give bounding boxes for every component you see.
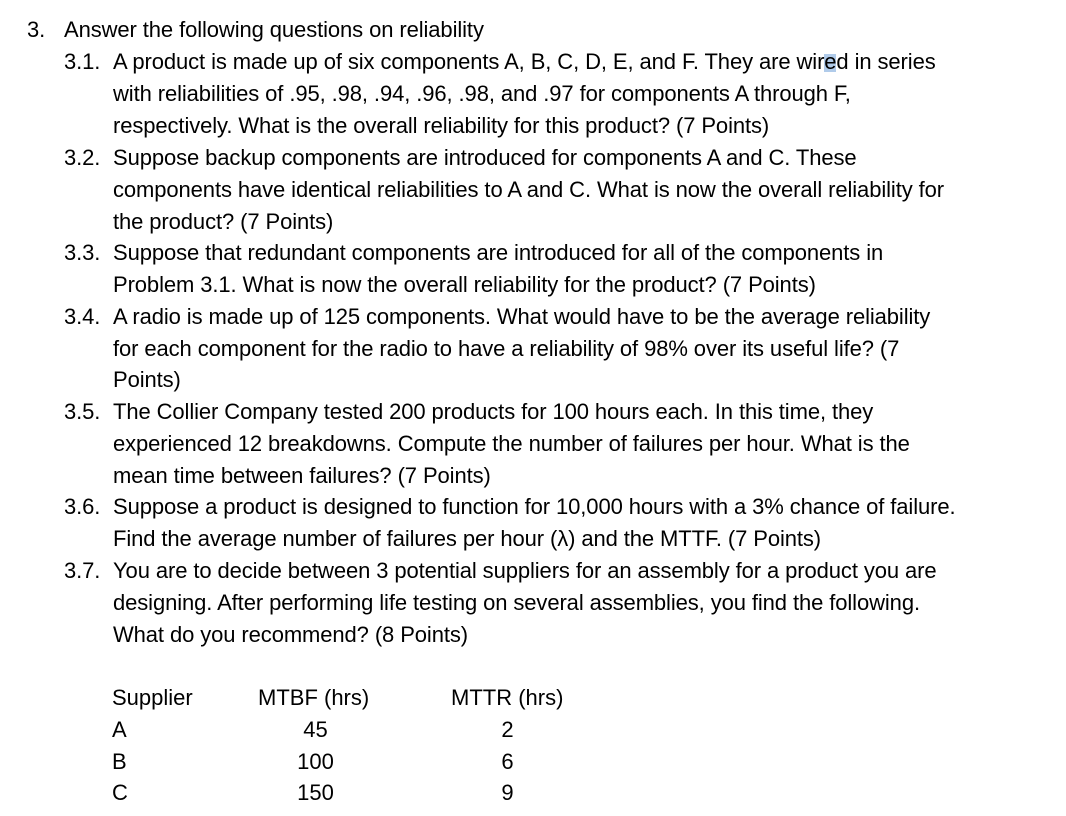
question-3-5-line-3: mean time between failures? (7 Points) bbox=[113, 463, 491, 488]
question-3-1-line-3: respectively. What is the overall reliability for this product? (7 Points) bbox=[113, 113, 770, 138]
question-3-5-line-2: experienced 12 breakdowns. Compute the number of failures per hour. What is the bbox=[113, 431, 910, 456]
table-cell-mttr: 2 bbox=[501, 717, 514, 742]
table-header-supplier: Supplier bbox=[112, 685, 193, 710]
section-title: Answer the following questions on reliability bbox=[64, 17, 484, 42]
question-3-2-line-3: the product? (7 Points) bbox=[113, 209, 334, 234]
question-3-5-line-1: The Collier Company tested 200 products for 100 hours each. In this time, they bbox=[113, 399, 874, 424]
question-number-3-2: 3.2. bbox=[64, 145, 101, 170]
question-3-7-line-2: designing. After performing life testing on several assemblies, you find the following. bbox=[113, 590, 920, 615]
question-number-3-7: 3.7. bbox=[64, 558, 101, 583]
question-3-4-line-3: Points) bbox=[113, 367, 181, 392]
question-3-1-line-2: with reliabilities of .95, .98, .94, .96, .98, and .97 for components A through F, bbox=[113, 81, 851, 106]
section-number: 3. bbox=[27, 17, 46, 42]
question-3-6-line-1: Suppose a product is designed to function for 10,000 hours with a 3% chance of failure. bbox=[113, 494, 956, 519]
table-cell-supplier: C bbox=[112, 780, 128, 805]
table-header-mttr: MTTR (hrs) bbox=[451, 685, 564, 710]
question-number-3-1: 3.1. bbox=[64, 49, 101, 74]
question-number-3-3: 3.3. bbox=[64, 240, 101, 265]
table-cell-mtbf: 150 bbox=[297, 780, 334, 805]
question-3-6-line-2: Find the average number of failures per hour (λ) and the MTTF. (7 Points) bbox=[113, 526, 822, 551]
question-3-3-line-2: Problem 3.1. What is now the overall reliability for the product? (7 Points) bbox=[113, 272, 816, 297]
table-cell-mttr: 6 bbox=[501, 749, 514, 774]
question-number-3-5: 3.5. bbox=[64, 399, 101, 424]
question-3-4-line-1: A radio is made up of 125 components. What would have to be the average reliability bbox=[113, 304, 931, 329]
question-3-1-line-1: A product is made up of six components A, B, C, D, E, and F. They are wired in series bbox=[113, 49, 936, 74]
question-3-4-line-2: for each component for the radio to have a reliability of 98% over its useful life? (7 bbox=[113, 336, 900, 361]
question-3-2-line-1: Suppose backup components are introduced for components A and C. These bbox=[113, 145, 857, 170]
question-3-3-line-1: Suppose that redundant components are introduced for all of the components in bbox=[113, 240, 884, 265]
question-number-3-4: 3.4. bbox=[64, 304, 101, 329]
table-cell-mtbf: 100 bbox=[297, 749, 334, 774]
table-cell-mttr: 9 bbox=[501, 780, 514, 805]
question-number-3-6: 3.6. bbox=[64, 494, 101, 519]
table-header-mtbf: MTBF (hrs) bbox=[258, 685, 370, 710]
question-3-7-line-3: What do you recommend? (8 Points) bbox=[113, 622, 468, 647]
table-cell-mtbf: 45 bbox=[303, 717, 328, 742]
question-3-2-line-2: components have identical reliabilities to A and C. What is now the overall reliability for bbox=[113, 177, 944, 202]
question-3-7-line-1: You are to decide between 3 potential suppliers for an assembly for a product you are bbox=[113, 558, 937, 583]
table-cell-supplier: A bbox=[112, 717, 127, 742]
table-cell-supplier: B bbox=[112, 749, 127, 774]
